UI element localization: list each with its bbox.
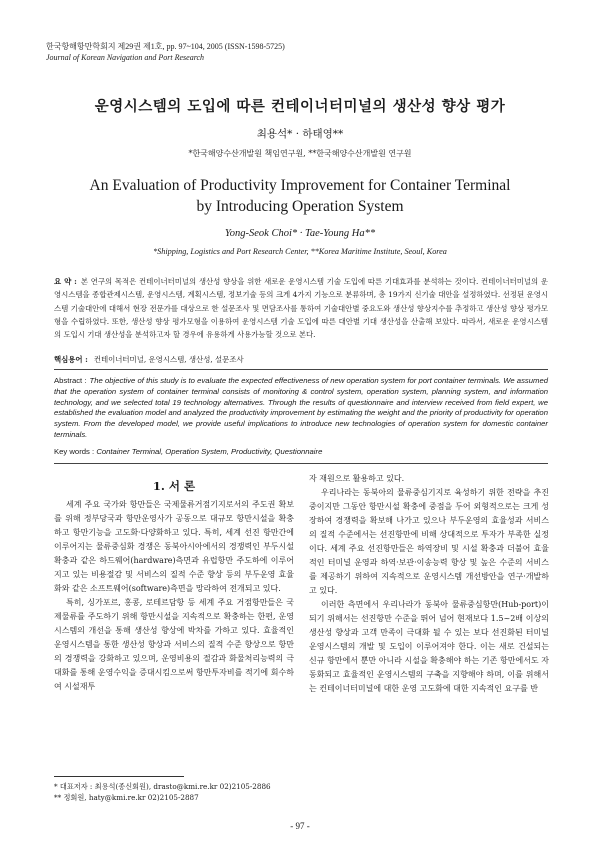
- paper-title-en-line2: by Introducing Operation System: [196, 198, 404, 215]
- abstract-kr-text: 본 연구의 목적은 컨테이너터미널의 생산성 향상을 위한 새로운 운영시스템 기술 도입에 따른 기대효과를 분석하는 것이다. 컨테이너터미널의 운영시스템을 종합관제시스템, 운영시스템, 계획시스템, 정보기술 등의 크게 4가지 기능으로 분류하며, 총 19가지 신기술 대안을 설정하였다. 선정된 운영시스템 기술대안에 대해서 현장 전문가를 대상으로 한 설문조사 및 면담조사를 통하여 기술대안별 중요도와 생산성 향상지수를 추정하고 생산성 향상 평가모형을 수립하였다. 또한, 생산성 향상 평가모형을 이용하여 운영시스템 기술 도입에 따른 대안별 기대 생산성을 산출해 보았다. 따라서, 새로운 운영시스템의 도입시 기대 생산성을 분석하고자 할 경우에 유용하게 사용가능할 것으로 본다.: [54, 277, 549, 340]
- journal-name-en: Journal of Korean Navigation and Port Research: [46, 53, 205, 62]
- keywords-kr-text: 컨테이너터미널, 운영시스템, 생산성, 설문조사: [93, 355, 244, 364]
- divider-bottom: [54, 463, 548, 464]
- paper-title-en-line1: An Evaluation of Productivity Improvement for Container Terminal: [89, 177, 511, 194]
- body-paragraph: 세계 주요 국가와 항만들은 국제물류거점기지로서의 주도권 확보를 위해 정부당국과 항만운영사가 공동으로 대규모 항만시설을 확충하고 항만기능을 고도화·다양화하고 있다. 특히, 세계 선진 항만간에 이루어지는 물류중심화 경쟁은 동북아시아에서의 경쟁력인 부두시설 확충과 같은 하드웨어(hardware)측면과 유럽항만 주도하에 이루어지고 있는 비용절감 및 서비스의 질적 수준 향상 등의 부두운영 효율화와 같은 소프트웨어(software)측면을 망라하여 전개되고 있다.: [54, 500, 294, 593]
- keywords-kr: [54, 354, 548, 365]
- body-paragraph: 우리나라는 동북아의 물류중심기지로 육성하기 위한 전략을 추진 중이지만 그동안 항만시설 확충에 중점을 두어 외형적으로는 크게 성장하여 경쟁력을 확보해 나가고 있으나 부두운영의 효율성과 서비스의 질적 수준에서는 선진항만에 비해 상대적으로 투자가 부족한 실정이다. 세계 주요 선진항만들은 하역장비 및 시설 확충과 더불어 효율적인 터미널 운영과 하역·보관·이송능력 향상 및 높은 수준의 서비스를 제공하기 위하여 지속적으로 운영시스템 개선방안을 연구·개발하고 있다.: [309, 488, 549, 595]
- abstract-kr: [54, 275, 548, 341]
- affiliation-en: *Shipping, Logistics and Port Research Center, **Korea Maritime Institute, Seoul, Korea: [153, 247, 447, 256]
- footnotes: [54, 781, 271, 803]
- footnote-1: * 대표저자 : 최용석(종신회원), drasto@kmi.re.kr 02)2105-2886: [54, 782, 271, 791]
- keywords-en-text: Container Terminal, Operation System, Productivity, Questionnaire: [96, 447, 323, 456]
- abstract-en: [54, 376, 548, 441]
- keywords-en-label: Key words :: [54, 447, 95, 456]
- abstract-kr-label: 요 약 :: [54, 277, 77, 286]
- section-heading: 1. 서 론: [152, 479, 196, 493]
- authors-kr: 최용석* · 하태영**: [256, 128, 344, 140]
- journal-citation-kr: 한국항해항만학회지 제29권 제1호, pp. 97~104, 2005 (ISSN-1598-5725): [46, 42, 285, 51]
- authors-en: Yong-Seok Choi* · Tae-Young Ha**: [224, 228, 376, 239]
- abstract-en-text: The objective of this study is to evaluate the expected effectiveness of new operation system for port container terminals. We assumed that the operation system of container terminal consists of monitoring & control system, operation system, planning system, and information technology, and we selected total 19 technology alternatives. Through the results of questionnaire and interview received from field expert, we established the evaluation model and analyzed the productivity improvement by estimating the weight and the priority of productivity for operation system. From the developed model, we provide useful implications to introduce new technologies of operation system for domestic container terminals.: [54, 376, 548, 439]
- body-paragraph: 자 재원으로 활용하고 있다.: [309, 474, 405, 483]
- paper-title-en: [0, 175, 600, 217]
- body-paragraph: 특히, 싱가포르, 홍콩, 로테르담항 등 세계 주요 거점항만들은 국제물류를 주도하기 위해 항만시설을 지속적으로 확충하는 한편, 운영시스템의 개선을 통해 생산성 향상에 박차를 가하고 있다. 효율적인 운영시스템을 통한 생산성 향상과 서비스의 질적 수준 향상으로 항만의 경쟁력을 강화하고 있으며, 운영비용의 절감과 화물처리능력의 극대화를 통해 운영수익을 증대시킴으로써 항만투자비를 적기에 회수하여 시설재투: [54, 598, 294, 691]
- paper-title-kr: 운영시스템의 도입에 따른 컨테이너터미널의 생산성 향상 평가: [94, 98, 506, 115]
- abstract-en-label: Abstract :: [54, 376, 87, 385]
- keywords-kr-label: 핵심용어 :: [54, 355, 88, 364]
- keywords-en: [54, 447, 548, 456]
- footnote-rule: [54, 776, 184, 777]
- left-column: [54, 498, 294, 694]
- body-paragraph: 이러한 측면에서 우리나라가 동북아 물류중심항만(Hub-port)이 되기 위해서는 선진항만 수준을 뛰어 넘어 현재보다 1.5~2배 이상의 생산성 향상과 고객 만족이 극대화 될 수 있는 보다 선진화된 터미널 운영시스템의 개발 및 도입이 이루어져야 한다. 이는 새로 건설되는 신규 항만에서 뿐만 아니라 시설을 확충해야 하는 기존 항만에서도 자동화되고 효율적인 운영시스템의 구축을 지향해야 하며, 이를 위해서는 컨테이너터미널에 대한 운영 고도화에 대한 지속적인 요구를 반: [309, 600, 549, 693]
- divider-top: [54, 369, 548, 370]
- page-number: - 97 -: [290, 821, 310, 831]
- affiliation-kr: *한국해양수산개발원 책임연구원, **한국해양수산개발원 연구원: [188, 149, 412, 158]
- footnote-2: ** 정회원, haty@kmi.re.kr 02)2105-2887: [54, 793, 199, 802]
- journal-header: [46, 41, 285, 63]
- right-column: [309, 472, 549, 696]
